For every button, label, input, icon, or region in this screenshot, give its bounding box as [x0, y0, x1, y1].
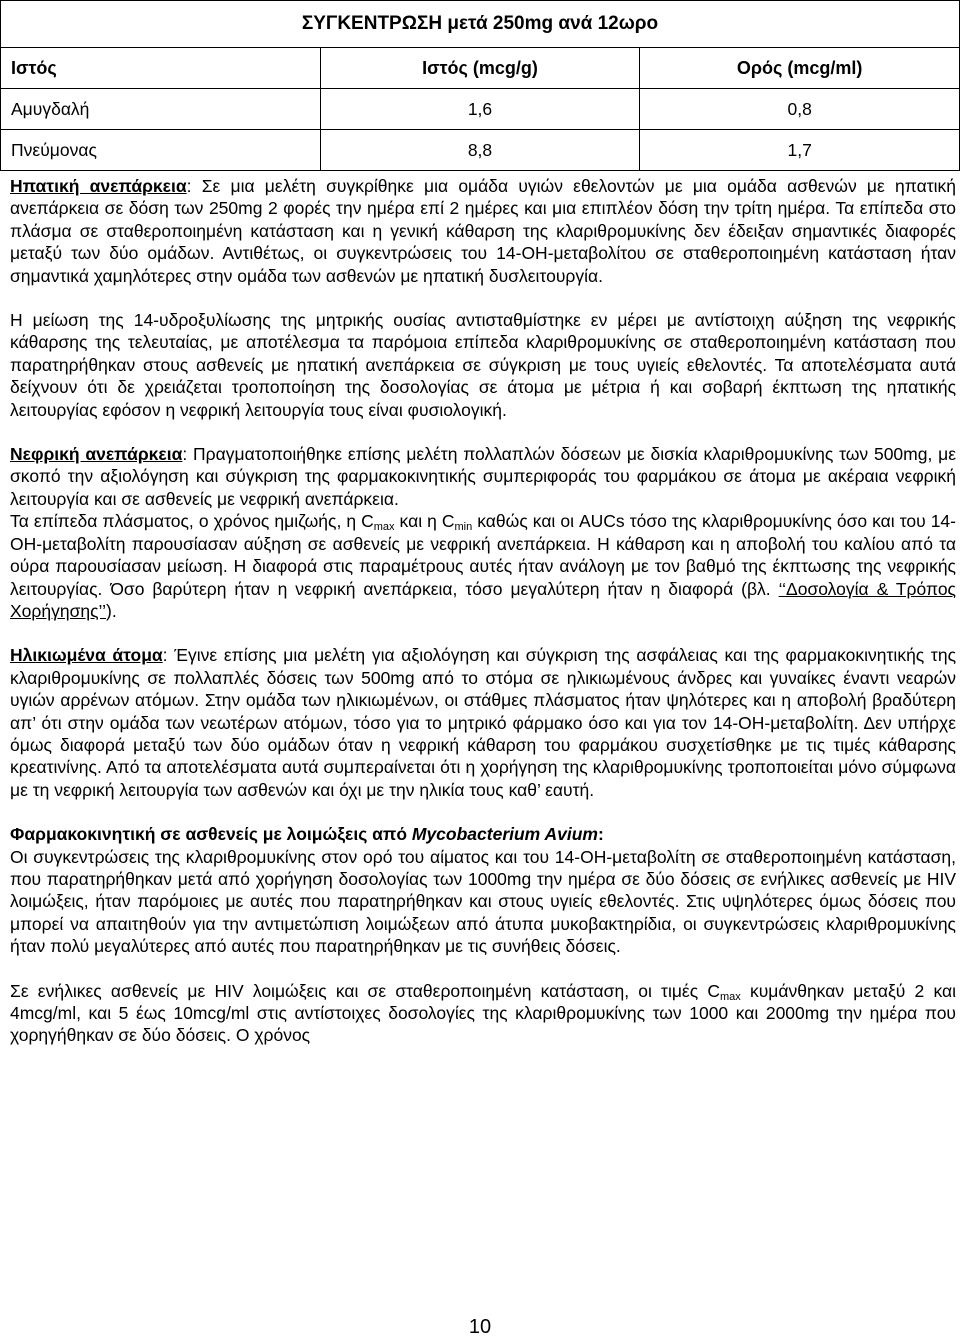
hepatic-paragraph-2: Η μείωση της 14-υδροξυλίωσης της μητρικής ουσίας αντισταθμίστηκε εν μέρει με αντίστοιχη αύξηση της νεφρικής κάθαρσης της τελευταίας, με αποτέλεσμα τα παρόμοια επίπεδα κλαριθρομυκίνης σε σταθεροποιημένη κατάσταση που παρατηρήθηκαν στους ασθενείς με ηπατική ανεπάρκεια σε σύγκριση με τους υγιείς εθελοντές. Τα αποτελέσματα αυτά δείχνουν ότι δε χρειάζεται τροποποίηση της δοσολογίας σε άτομα με μέτρια ή και σοβαρή έκπτωση της ηπατικής λειτουργίας εφόσον η νεφρική λειτουργία τους είναι φυσιολογική.: [10, 310, 956, 420]
column-header-serum-conc: Ορός (mcg/ml): [640, 48, 960, 89]
mac-text-2b: κυμάνθηκαν μεταξύ 2 και 4mcg/ml, και 5 έως 10mcg/ml στις αντίστοιχες δοσολογίες της κλαριθρομυκίνης των 1000 και 2000mg την ημέρα που χορηγήθηκαν σε δύο δόσεις. Ο χρόνος: [10, 980, 956, 1046]
table-cell-serum-value: 1,7: [640, 130, 960, 171]
table-cell-serum-value: 0,8: [640, 89, 960, 130]
renal-heading-colon: :: [182, 444, 188, 465]
renal-paragraph-2: [10, 510, 956, 622]
concentration-table: [0, 0, 960, 171]
mac-heading: [10, 823, 956, 845]
renal-text-2d: ).: [106, 600, 117, 621]
renal-text-1: Πραγματοποιήθηκε επίσης μελέτη πολλαπλών δόσεων με δισκία κλαριθρομυκίνης των 500mg, με σκοπό την αξιολόγηση και σύγκριση της φαρμακοκινητικής συμπεριφοράς του φαρμάκου σε άτομα με ακέραια νεφρική λειτουργία και σε ασθενείς με νεφρική ανεπάρκεια.: [10, 444, 957, 509]
mac-paragraph-1: Οι συγκεντρώσεις της κλαριθρομυκίνης στον ορό του αίματος και του 14-ΟΗ-μεταβολίτη σε σταθεροποιημένη κατάσταση, που παρατηρήθηκαν μετά από χορήγηση δοσολογίας των 1000mg την ημέρα σε δύο δόσεις σε ενήλικες ασθενείς με HIV λοιμώξεις, ήταν παρόμοιες με αυτές που παρατηρήθηκαν και στους υγιείς εθελοντές. Στις υψηλότερες όμως δόσεις που μπορεί να απαιτηθούν για την αντιμετώπιση λοιμώξεων από άτυπα μυκοβακτηρίδια, οι συγκεντρώσεις κλαριθρομυκίνης ήταν πολύ μεγαλύτερες από αυτές που παρατηρήθηκαν με τις συνήθεις δόσεις.: [10, 846, 956, 957]
table-cell-tissue-value: 1,6: [320, 89, 640, 130]
table-row: [1, 130, 960, 171]
body-text: [10, 175, 956, 1047]
page-number: 10: [468, 1316, 492, 1338]
elderly-heading-colon: :: [162, 645, 168, 666]
renal-paragraph-1: [10, 443, 956, 510]
mac-text-2a: Σε ενήλικες ασθενείς με HIV λοιμώξεις και σε σταθεροποιημένη κατάσταση, οι τιμές C: [10, 980, 720, 1001]
elderly-text: Έγινε επίσης μια μελέτη για αξιολόγηση και σύγκριση της ασφάλειας και της φαρμακοκινητικής της κλαριθρομυκίνης σε πολλαπλές δόσεις των 500mg από το στόμα σε ηλικιωμένους άνδρες και γυναίκες έναντι νεαρών υγιών αρρένων ατόμων. Στην ομάδα των ηλικιωμένων, οι στάθμες πλάσματος ήταν ψηλότερες και η αποβολή βραδύτερη απ’ ότι στην ομάδα των νεωτέρων ατόμων, τόσο για το μητρικό φάρμακο όσο και για τον 14-ΟΗ-μεταβολίτη. Δεν υπήρχε όμως διαφορά μεταξύ των δύο ομάδων όταν η νεφρική κάθαρση του φαρμάκου συσχετίσθηκε με τις τιμές κάθαρσης κρεατινίνης. Από τα αποτελέσματα αυτά συμπεραίνεται ότι η χορήγηση της κλαριθρομυκίνης τροποποιείται μόνο σύμφωνα με τη νεφρική λειτουργία των ασθενών και όχι με την ηλικία τους καθ’ εαυτή.: [10, 645, 957, 800]
table-header-row: [1, 48, 960, 89]
table-row: [1, 89, 960, 130]
mac-heading-colon: :: [597, 824, 604, 845]
elderly-heading: Ηλικιωμένα άτομα: [10, 645, 163, 666]
table-title: ΣΥΓΚΕΝΤΡΩΣΗ μετά 250mg ανά 12ωρο: [1, 1, 960, 48]
column-header-tissue-conc: Ιστός (mcg/g): [320, 48, 640, 89]
table-cell-tissue-value: 8,8: [320, 130, 640, 171]
mac-heading-italic: Mycobacterium Avium: [411, 824, 598, 845]
cmax-subscript: max: [719, 990, 741, 1003]
hepatic-heading: Ηπατική ανεπάρκεια: [10, 176, 187, 196]
elderly-paragraph: [10, 644, 956, 801]
renal-text-2c: καθώς και οι AUCs τόσο της κλαριθρομυκίνης όσο και του 14-ΟΗ-μεταβολίτη παρουσίασαν αύξηση σε ασθενείς με νεφρική ανεπάρκεια. Η κάθαρση και η αποβολή του καλίου από τα ούρα παρουσίασαν μείωση. Η διαφορά στις παραμέτρους αυτές ήταν ανάλογη με τον βαθμό της έκπτωσης της νεφρικής λειτουργίας. Όσο βαρύτερη ήταν η νεφρική ανεπάρκεια, τόσο μεγαλύτερη ήταν η διαφορά (βλ.: [10, 511, 956, 599]
dosage-reference-link[interactable]: ‘‘Δοσολογία & Τρόπος Χορήγησης’’: [10, 578, 956, 621]
table-title-row: [1, 1, 960, 48]
renal-heading: Νεφρική ανεπάρκεια: [10, 444, 183, 465]
table-cell-tissue: Πνεύμονας: [1, 130, 321, 171]
cmax-subscript: max: [373, 521, 395, 534]
renal-text-2a: Τα επίπεδα πλάσματος, ο χρόνος ημιζωής, η C: [10, 511, 374, 532]
table-cell-tissue: Αμυγδαλή: [1, 89, 321, 130]
cmin-subscript: min: [454, 521, 473, 534]
column-header-tissue: Ιστός: [1, 48, 321, 89]
hepatic-paragraph-1: [10, 175, 956, 287]
mac-heading-text: Φαρμακοκινητική σε ασθενείς με λοιμώξεις από: [10, 824, 412, 845]
renal-text-2b: και η C: [394, 511, 455, 532]
mac-paragraph-2: [10, 980, 956, 1047]
hepatic-heading-colon: :: [186, 176, 192, 196]
hepatic-text-1: Σε μια μελέτη συγκρίθηκε μια ομάδα υγιών εθελοντών με μια ομάδα ασθενών με ηπατική ανεπάρκεια σε δόση των 250mg 2 φορές την ημέρα επί 2 ημέρες και μια επιπλέον δόση την τρίτη ημέρα. Τα επίπεδα στο πλάσμα σε σταθεροποιημένη κατάσταση και η γενική κάθαρση της κλαριθρομυκίνης δεν έδειξαν σημαντικές διαφορές μεταξύ των δύο ομάδων. Αντιθέτως, οι συγκεντρώσεις του 14-ΟΗ-μεταβολίτου σε σταθεροποιημένη κατάσταση ήταν σημαντικά χαμηλότερες στην ομάδα των ασθενών με ηπατική δυσλειτουργία.: [10, 176, 956, 286]
